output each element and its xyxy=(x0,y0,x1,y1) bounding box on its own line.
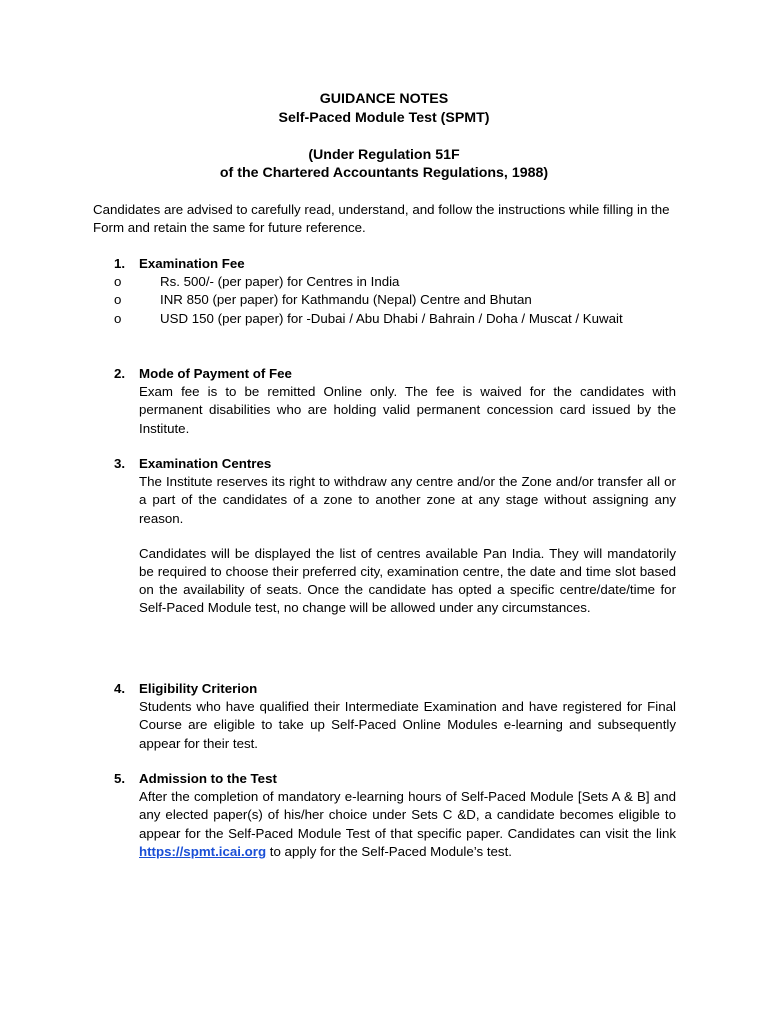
section-paragraph xyxy=(139,788,676,861)
section-heading: Mode of Payment of Fee xyxy=(139,366,292,381)
section-paragraph: Students who have qualified their Intermediate Examination and have registered for Final Course are eligible to take up Self-Paced Online Modules e-learning and subsequently appear for their test. xyxy=(139,699,676,751)
fee-item-text: USD 150 (per paper) for -Dubai / Abu Dhabi / Bahrain / Doha / Muscat / Kuwait xyxy=(160,310,623,326)
bullet-icon: o xyxy=(114,274,122,290)
document-title: GUIDANCE NOTES xyxy=(319,91,449,107)
section-number: 5. xyxy=(114,771,126,786)
bullet-icon: o xyxy=(114,292,122,308)
section-paragraph: The Institute reserves its right to withdraw any centre and/or the Zone and/or transfer all or a part of the candidates of a zone to another zone at any stage without assigning any reason. xyxy=(139,474,676,526)
section-examination-fee xyxy=(114,255,676,328)
section-number: 4. xyxy=(114,681,126,696)
admission-text-after-link: to apply for the Self-Paced Module’s test. xyxy=(266,843,512,859)
spmt-portal-link[interactable]: https://spmt.icai.org xyxy=(139,843,267,859)
fee-item-india xyxy=(114,273,676,291)
document-subtitle: Self-Paced Module Test (SPMT) xyxy=(278,110,490,126)
section-heading: Eligibility Criterion xyxy=(139,681,258,696)
fee-list xyxy=(114,273,676,328)
fee-item-gulf xyxy=(114,310,676,328)
section-paragraph: Exam fee is to be remitted Online only. The fee is waived for the candidates with permanent disabilities who are holding valid permanent concession card issued by the Institute. xyxy=(139,384,676,436)
section-paragraph: Candidates will be displayed the list of centres available Pan India. They will mandatorily be required to choose their preferred city, examination centre, the date and time slot based on the availability of seats. Once the candidate has opted a specific centre/date/time for Self-Paced Module test, no change will be allowed under any circumstances. xyxy=(139,545,676,616)
section-heading: Admission to the Test xyxy=(139,771,277,786)
fee-item-text: INR 850 (per paper) for Kathmandu (Nepal) Centre and Bhutan xyxy=(160,292,532,308)
fee-item-nepal-bhutan xyxy=(114,291,676,309)
admission-text-before-link: After the completion of mandatory e-learning hours of Self-Paced Module [Sets A & B] and any elected paper(s) of his/her choice under Sets C &D, a candidate becomes eligible to appear for the Self-Paced Module Test of that specific paper. Candidates can visit the link xyxy=(139,789,676,841)
section-admission-to-test xyxy=(114,770,676,861)
fee-item-text: Rs. 500/- (per paper) for Centres in India xyxy=(160,274,400,290)
section-examination-centres xyxy=(114,455,676,618)
section-eligibility-criterion xyxy=(114,680,676,753)
regulation-line-2: of the Chartered Accountants Regulations, 1988) xyxy=(219,165,549,181)
section-number: 3. xyxy=(114,456,126,471)
intro-paragraph: Candidates are advised to carefully read, understand, and follow the instructions while filling in the Form and retain the same for future reference. xyxy=(93,202,670,236)
bullet-icon: o xyxy=(114,310,122,326)
section-number: 2. xyxy=(114,366,126,381)
section-mode-of-payment xyxy=(114,365,676,438)
section-number: 1. xyxy=(114,256,126,271)
section-heading: Examination Fee xyxy=(139,256,245,271)
section-heading: Examination Centres xyxy=(139,456,272,471)
regulation-line-1: (Under Regulation 51F xyxy=(308,147,460,163)
